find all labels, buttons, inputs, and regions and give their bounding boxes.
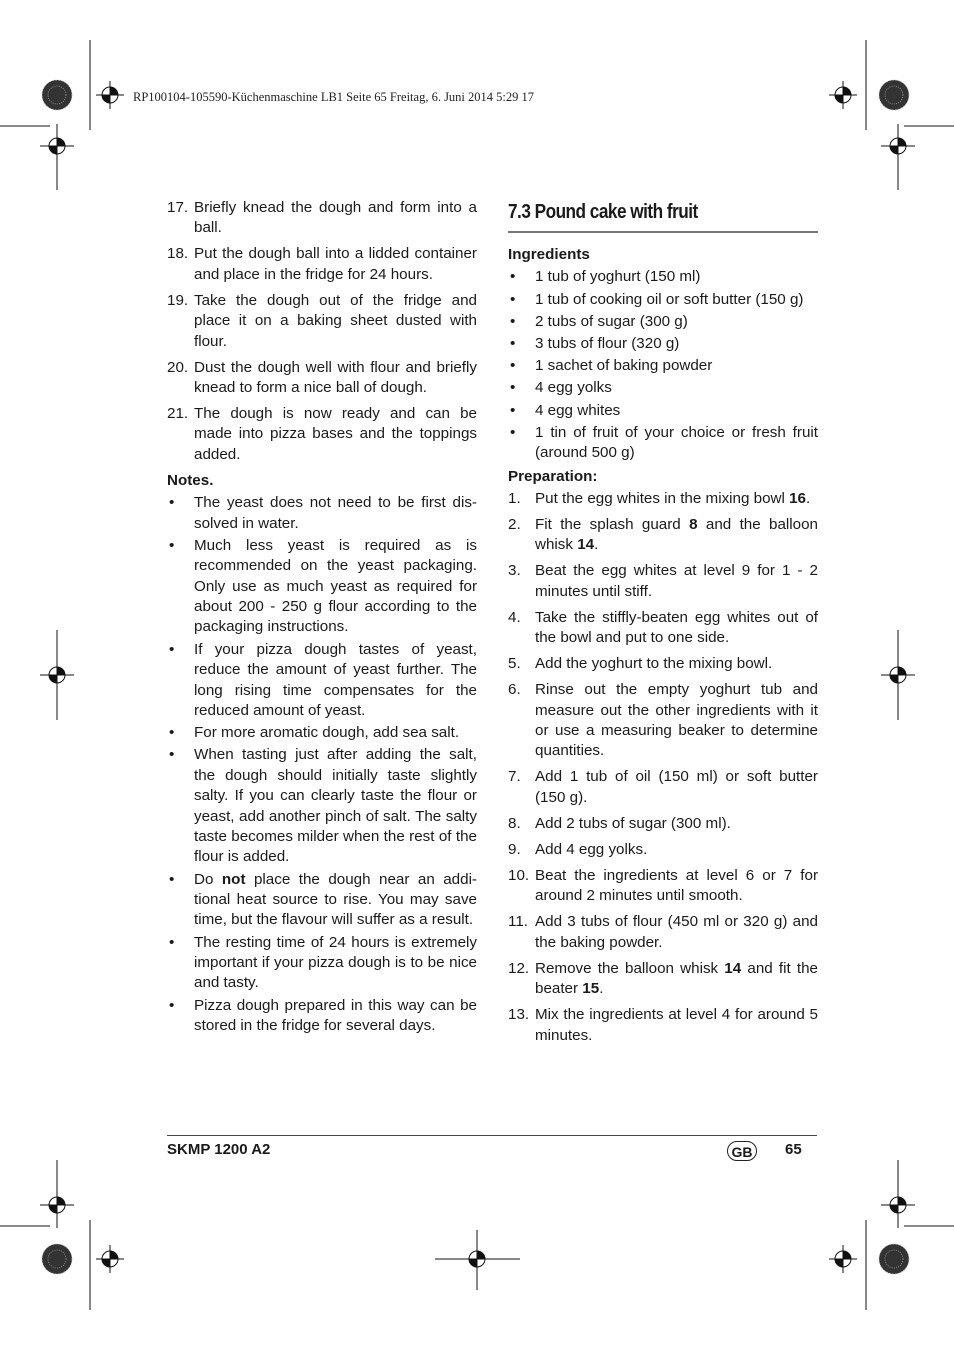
left-steps xyxy=(167,198,477,465)
preparation-heading: Preparation: xyxy=(508,467,598,485)
language-badge: GB xyxy=(727,1141,757,1161)
list-item: 11. Add 3 tubs of flour (450 ml or 320 g) and the baking powder. xyxy=(508,913,818,951)
list-item: 7. Add 1 tub of oil (150 ml) or soft butter (150 g). xyxy=(508,768,818,806)
list-item: 17. Briefly knead the dough and form into a ball. xyxy=(167,199,477,237)
bullet: • xyxy=(510,312,516,330)
bullet: • xyxy=(169,640,175,658)
list-item: • The yeast does not need to be first dis-solved in water. xyxy=(167,493,477,534)
right-column xyxy=(508,198,818,1052)
notes-heading: Notes. xyxy=(167,471,214,489)
list-item: 4. Take the stiffly-beaten egg whites out of the bowl and put to one side. xyxy=(508,608,818,647)
bullet: • xyxy=(510,401,516,419)
list-item: • 1 tin of fruit of your choice or fresh fruit (around 500 g) xyxy=(508,423,818,464)
list-item: • 2 tubs of sugar (300 g) xyxy=(508,312,818,332)
bullet: • xyxy=(169,996,175,1014)
list-item: • 1 tub of yoghurt (150 ml) xyxy=(508,267,818,287)
list-item: • Pizza dough prepared in this way can be stored in the fridge for several days. xyxy=(167,996,477,1037)
bullet: • xyxy=(169,494,175,512)
list-item: 3. Beat the egg whites at level 9 for 1 - 2 minutes until stiff. xyxy=(508,562,818,600)
bullet: • xyxy=(169,870,175,888)
left-column xyxy=(167,198,477,1038)
page-number: 65 xyxy=(785,1141,802,1158)
list-item: 21. The dough is now ready and can be made into pizza bases and the toppings added. xyxy=(167,405,477,463)
list-item: 9. Add 4 egg yolks. xyxy=(508,840,648,858)
bullet: • xyxy=(169,746,175,764)
list-item: • Much less yeast is required as is recommended on the yeast packaging. Only use as much yeast as required for about 200 - 250 g flour according to the packaging instructions. xyxy=(167,536,477,638)
list-item: 6. Rinse out the empty yoghurt tub and measure out the other ingredients with it or use a measuring beaker to determine quantities. xyxy=(508,681,818,760)
list-item: • 1 tub of cooking oil or soft butter (150 g) xyxy=(508,290,818,310)
list-item: • For more aromatic dough, add sea salt. xyxy=(167,723,477,743)
bullet: • xyxy=(169,933,175,951)
list-item: • Do not place the dough near an addi-tional heat source to rise. You may save time, but the flavour will suffer as a result. xyxy=(167,870,477,931)
list-item: 10. Beat the ingredients at level 6 or 7 for around 2 minutes until smooth. xyxy=(508,866,818,905)
section-rule xyxy=(508,231,818,233)
list-item: 18. Put the dough ball into a lidded container and place in the fridge for 24 hours. xyxy=(167,245,477,283)
bullet: • xyxy=(169,536,175,554)
list-item: • The resting time of 24 hours is extremely important if your pizza dough is to be nice and tasty. xyxy=(167,933,477,994)
print-header: RP100104-105590-Küchenmaschine LB1 Seite 65 Freitag, 6. Juni 2014 5:29 17 xyxy=(133,90,535,104)
list-item: • 1 sachet of baking powder xyxy=(508,356,818,376)
bullet: • xyxy=(510,335,516,353)
footer-rule xyxy=(167,1135,817,1136)
ingredients-list xyxy=(508,267,818,463)
list-item: • 3 tubs of flour (320 g) xyxy=(508,334,818,354)
bullet: • xyxy=(510,268,516,286)
list-item: 8. Add 2 tubs of sugar (300 ml). xyxy=(508,814,731,832)
bullet: • xyxy=(169,724,175,742)
bullet: • xyxy=(510,290,516,308)
bullet: • xyxy=(510,357,516,375)
list-item: 12. Remove the balloon whisk 14 and fit the beater 15. xyxy=(508,959,818,998)
list-item: • If your pizza dough tastes of yeast, reduce the amount of yeast further. The long rising time compensates for the reduced amount of yeast. xyxy=(167,640,477,722)
bullet: • xyxy=(510,423,516,441)
bullet: • xyxy=(510,379,516,397)
list-item: • When tasting just after adding the salt, the dough should initially taste slightly salty. If you can clearly taste the flour or yeast, add another pinch of salt. The salty taste becomes milder when the rest of the flour is added. xyxy=(167,745,477,867)
list-item: 5. Add the yoghurt to the mixing bowl. xyxy=(508,655,773,673)
list-item: • 4 egg yolks xyxy=(508,378,818,398)
footer-model: SKMP 1200 A2 xyxy=(167,1141,271,1158)
list-item: 13. Mix the ingredients at level 4 for around 5 minutes. xyxy=(508,1006,818,1044)
list-item: 2. Fit the splash guard 8 and the balloon whisk 14. xyxy=(508,516,819,554)
list-item: 1. Put the egg whites in the mixing bowl 16. xyxy=(508,490,811,508)
section-title: 7.3 Pound cake with fruit xyxy=(508,201,698,223)
list-item: 20. Dust the dough well with flour and briefly knead to form a nice ball of dough. xyxy=(167,358,477,397)
notes-list xyxy=(167,493,477,1036)
preparation-steps xyxy=(508,489,818,1046)
list-item: • 4 egg whites xyxy=(508,401,818,421)
ingredients-heading: Ingredients xyxy=(508,246,590,263)
list-item: 19. Take the dough out of the fridge and place it on a baking sheet dusted with flour. xyxy=(167,291,477,350)
